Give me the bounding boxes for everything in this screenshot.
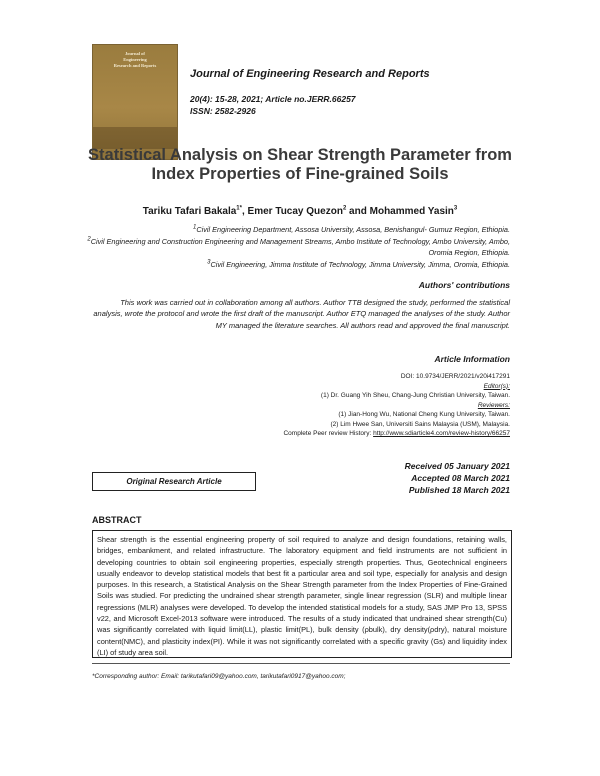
journal-name: Journal of Engineering Research and Reports xyxy=(190,68,430,80)
peer-review-link[interactable]: http://www.sdiarticle4.com/review-history/66257 xyxy=(373,430,510,437)
author-list: Tariku Tafari Bakala$^{1*}$, Emer Tucay Quezon$^2$ and Mohammed Yasin$^3$ xyxy=(142,205,458,217)
affiliation: $^3$Civil Engineering, Jimma Institute of Technology, Jimma University, Jimma, Oromia, Ethiopia. xyxy=(207,259,510,269)
author-name: Emer Tucay Quezon xyxy=(247,206,343,217)
author-name: Mohammed Yasin xyxy=(369,206,454,217)
article-info-heading: Article Information xyxy=(434,354,510,364)
issn-line: ISSN: 2582-2926 xyxy=(190,106,256,116)
reviewers-label: Reviewers: xyxy=(477,401,510,409)
corresponding-author-footnote: *Corresponding author: Email: tarikutafari09@yahoo.com, tarikutafari0917@yahoo.com; xyxy=(92,673,346,680)
reviewer-entry: (1) Jian-Hong Wu, National Cheng Kung University, Taiwan. xyxy=(338,411,510,418)
abstract-heading: ABSTRACT xyxy=(92,515,142,525)
contributions-text: This work was carried out in collaboration among all authors. Author TTB designed the study, performed the statistical analysis, wrote the protocol and wrote the first draft of the manuscript. Author ETQ managed the analyses of the study. Author MY managed the literature searches. All authors read and approved the final manuscript. xyxy=(93,298,510,330)
published-date: Published 18 March 2021 xyxy=(408,485,510,495)
doi: DOI: 10.9734/JERR/2021/v20i417291 xyxy=(400,373,510,380)
affiliations xyxy=(80,224,510,270)
editors-label: Editor(s): xyxy=(483,382,510,390)
affiliation: $^2$Civil Engineering and Construction Engineering and Management Streams, Ambo Institute of Technology, Ambo University, Ambo, Oromia Region, Ethiopia. xyxy=(87,236,510,257)
affiliation: $^1$Civil Engineering Department, Assosa University, Assosa, Benishangul- Gumuz Region, Ethiopia. xyxy=(193,224,510,234)
abstract-text: Shear strength is the essential engineering property of soil required to analyze and design foundations, retaining walls, bridges, embankment, and related infrastructure. The laboratory equipment and field instruments are not sufficient in developing countries to obtain soil engineering properties, especially strength properties. Thus, Geotechnical engineers usually endeavor to develop statistical models that best fit a particular area and soil type, especially for analysis and design purposes. In this research, a Statistical Analysis on the Shear Strength parameter from the Index Properties of Fine-Grained Soils was studied. For predicting the undrained shear strength parameter, single linear regression (SLR) and multiple linear regressions (MLR) analyses were developed. To develop the intended statistical models for a study, SAS JMP Pro 13, SPSS v22, and Microsoft Excel-2013 software were introduced. The results of a study indicated that undrained shear strength(Cu) was significantly correlated with liquid limit(LL), plastic limit(PL), bulk density (ρbulk), dry density(ρdry), natural moisture content(NMC), and plasticity index(PI). While it was not significantly correlated with a specific gravity (Gs) and liquidity index (LI) of study area soil. xyxy=(92,530,512,658)
article-type-box: Original Research Article xyxy=(92,472,256,491)
peer-review-history: Complete Peer review History: http://www.sdiarticle4.com/review-history/66257 xyxy=(283,430,510,437)
author-name: Tariku Tafari Bakala xyxy=(142,206,237,217)
publication-dates xyxy=(405,460,510,496)
paper-title: Statistical Analysis on Shear Strength Parameter from Index Properties of Fine-grained Soils xyxy=(88,146,512,183)
reviewer-entry: (2) Lim Hwee San, Universiti Sains Malaysia (USM), Malaysia. xyxy=(330,420,510,428)
volume-line: 20(4): 15-28, 2021; Article no.JERR.66257 xyxy=(190,94,356,104)
footnote-divider xyxy=(92,663,510,664)
article-info xyxy=(130,372,510,439)
cover-title: Journal of Engineering Research and Reports xyxy=(113,51,157,68)
contributions-heading: Authors' contributions xyxy=(418,280,510,290)
accepted-date: Accepted 08 March 2021 xyxy=(411,473,510,483)
received-date: Received 05 January 2021 xyxy=(404,461,510,471)
editor-entry: (1) Dr. Guang Yih Sheu, Chang-Jung Christian University, Taiwan. xyxy=(320,392,510,399)
journal-cover-image xyxy=(92,44,178,160)
